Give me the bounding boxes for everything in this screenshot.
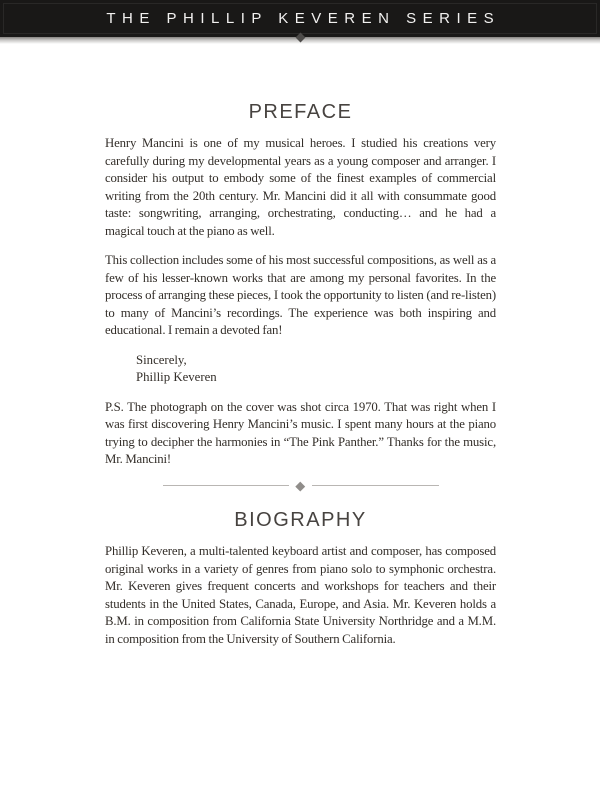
signature-closing: Sincerely, [136,352,187,367]
signature-block [136,352,496,387]
section-divider [163,483,439,490]
preface-heading: PREFACE [248,101,353,123]
biography-paragraph: Phillip Keveren, a multi-talented keyboard artist and composer, has composed original works in a variety of genres from piano solo to symphonic orchestra. Mr. Keveren gives frequent concerts and workshops for teachers and their students in the United States, Canada, Europe, and Asia. Mr. Keveren holds a B.M. in composition from California State University Northridge and a M.M. in composition from the University of Southern California. [105,544,496,646]
page-content [0,101,600,648]
biography-heading: BIOGRAPHY [234,509,367,531]
preface-paragraph-1: Henry Mancini is one of my musical heroes. I studied his creations very carefully during my developmental years as a young composer and arranger. I consider his output to embody some of the finest examples of commercial writing from the 20th century. Mr. Mancini did it all with consummate good taste: songwriting, arranging, orchestrating, conducting… and he had a magical touch at the piano as well. [105,136,496,238]
diamond-ornament [296,481,305,490]
signature-name: Phillip Keveren [136,370,217,384]
preface-section [105,101,496,469]
biography-section [105,509,496,648]
preface-paragraph-2: This collection includes some of his most successful compositions, as well as a few of his lesser-known works that are among my personal favorites. In the process of arranging these pieces, I took the opportunity to listen (and re-listen) to many of Mancini’s recordings. The experience was both inspiring and educational. I remain a devoted fan! [105,253,496,337]
series-header-bar [0,0,600,37]
divider-line-left [163,485,290,486]
series-title: THE PHILLIP KEVEREN SERIES [106,10,501,27]
postscript-paragraph: P.S. The photograph on the cover was shot circa 1970. That was right when I was first discovering Henry Mancini’s music. I spent many hours at the piano trying to decipher the harmonies in “The Pink Panther.” Thanks for the music, Mr. Mancini! [105,399,496,466]
divider-line-right [312,485,439,486]
